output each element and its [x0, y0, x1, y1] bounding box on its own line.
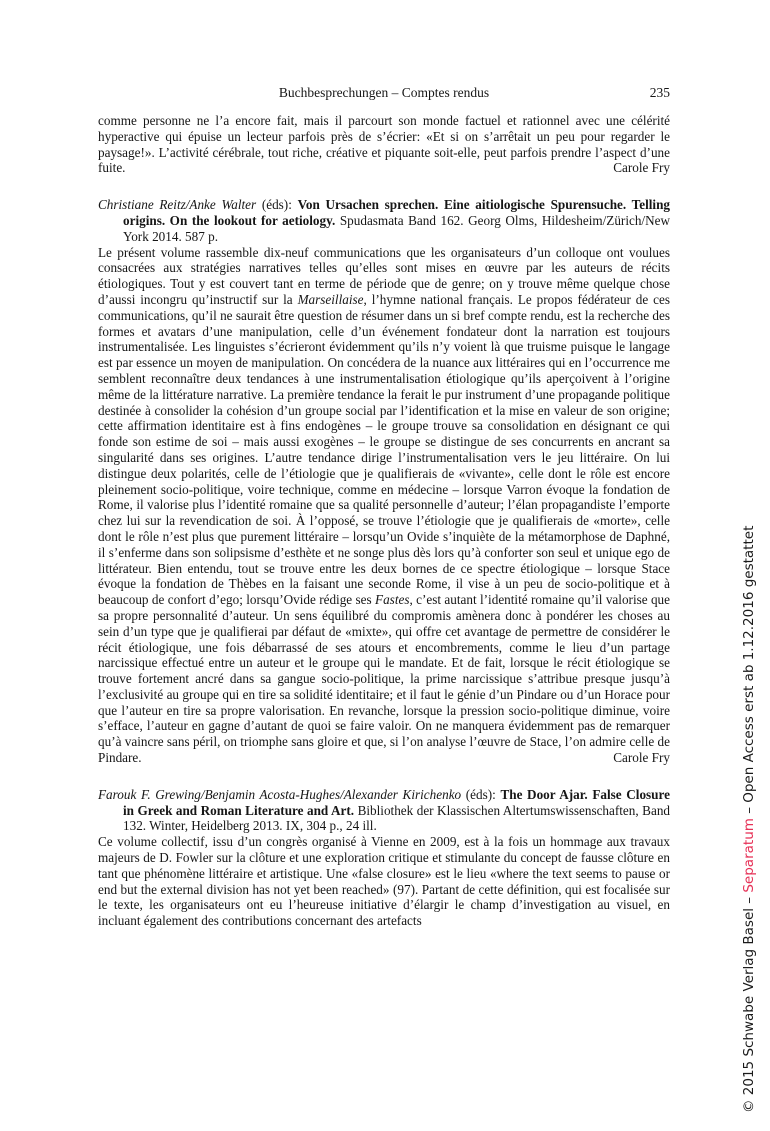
page-title: Buchbesprechungen – Comptes rendus	[278, 85, 490, 100]
review-body-text: Ce volume collectif, issu d’un congrès organisé à Vienne en 2009, est à la fois un hommage aux travaux majeurs de D. Fowler sur la clôture et une exploration critique et stimulante du concept de fausse clôture en tant que phénomène littéraire et artistique. Une «false closure» est le lieu «where the text seems to pause or end but the external division has not yet been reached» (97). Partant de cette définition, qui est focalisée sur le texte, les organisateurs ont eu l’heureuse initiative d’élargir le champ d’investigation au visuel, en incluant également des contributions concernant des artefacts	[98, 834, 670, 929]
intro-paragraph	[98, 113, 670, 176]
copyright-sidebar-text: © 2015 Schwabe Verlag Basel – Separatum – Open Access erst ab 1.12.2016 gestattet	[741, 525, 757, 1113]
review-body-grewing	[98, 834, 670, 929]
intro-paragraph-text: comme personne ne l’a encore fait, mais il parcourt son monde factuel et rationnel avec une célérité hyperactive qui épuise un lecteur parfois près de s’écrier: «Et si on s’arrêtait un peu pour regarder le paysage!». L’activité cérébrale, tout riche, créative et piquante soit-elle, peut parfois prendre l’aspect d’une fuite.	[98, 113, 670, 176]
book-citation-grewing	[98, 787, 670, 834]
signature-review-1: Carole Fry	[613, 750, 670, 766]
copyright-sidebar	[741, 526, 758, 1113]
citation-text: Farouk F. Grewing/Benjamin Acosta-Hughes/Alexander Kirichenko (éds): The Door Ajar. False Closure in Greek and Roman Literature and Art. Bibliothek der Klassischen Altertumswissenschaften, Band 132. Winter, Heidelberg 2013. IX, 304 p., 24 ill.	[98, 786, 671, 834]
page-number: 235	[649, 85, 670, 100]
review-body-reitz-walter	[98, 245, 670, 766]
review-body-text: Le présent volume rassemble dix-neuf communications que les organisateurs d’un colloque ont voulues consacrées aux stratégies narratives telles qu’elles sont mises en œuvre par les auteurs de récits étiologiques. Tout y est couvert tant en terme de période que de genre; on y trouve même quelque chose d’aussi incongru qu’instructif sur la Marseillaise, l’hymne national français. Le propos fédérateur de ces communications, qu’il ne saurait être question de résumer dans un si bref compte rendu, est la recherche des formes et avatars d’une manipulation, celle d’un événement fondateur dont la narration est toujours instrumentalisée. Les linguistes s’écrieront évidemment qu’ils n’y voient là que truisme puisque le langage est par essence un moyen de manipulation. On concédera de la nuance aux littéraires qui en l’occurrence me semblent reconnaître deux tendances à une instrumentalisation étiologique qu’ils aperçoivent à l’origine même de la littérature narrative. La première tendance la ferait le pur instrument d’une propagande politique destinée à consolider la cohésion d’un groupe social par l’identification et la mise en valeur de son origine; cette affirmation identitaire est à fins endogènes – le groupe trouve sa consolidation en désignant ce qui fonde son estime de soi – mais aussi exogènes – le groupe se distingue de ses concurrents en ancrant sa singularité dans ses origines. L’autre tendance dirige l’instrumentalisation vers le jeu littéraire. On lui distingue deux polarités, celle de l’étiologie que je qualifierais de «vivante», celle dont le rôle est encore pleinement socio-politique, voire technique, comme en médecine – lorsque Varron évoque la fondation de Rome, il valorise plus l’identité romaine que sa qualité personnelle d’auteur; l’élan propagandiste l’emporte chez lui sur la revendication de soi. À l’opposé, se trouve l’étiologie que je qualifierais de «morte», celle dont le rôle n’est plus que purement littéraire – lorsqu’un Ovide s’inquiète de la métamorphose de Daphné, il s’enferme dans son solipsisme d’esthète et ne songe plus dès lors qu’à conforter son seul et unique ego de littérateur. Bien entendu, tout se trouve entre les deux bornes de ce spectre étiologique – lorsque Stace évoque la fondation de Thèbes en la faisant une seconde Rome, il vise à un peu de socio-politique et à beaucoup de confort d’ego; lorsqu’Ovide rédige ses Fastes, c’est autant l’identité romaine qu’il valorise que sa propre personnalité d’auteur. Un sens équilibré du compromis amènera donc à pondérer les choses au sein d’un type que je qualifierai par défaut de «mixte», qui offre cet avantage de permettre de considérer le récit étiologique, une fois débarrassé de ses atours et encombrements, comme le lieu d’un partage narcissique effectué entre un auteur et le groupe qui le mandate. Et de fait, lorsque le récit étiologique se trouve fortement ancré dans sa gangue socio-politique, la prime narcissique s’attribue presque jusqu’à l’exclusivité au groupe qui en tire sa solidité identitaire; et il faut le génie d’un Pindare ou d’un Horace pour que l’auteur en tire sa propre valorisation. En revanche, lorsque la pression socio-politique diminue, voire s’efface, l’auteur en gagne d’autant de quoi se faire valoir. On ne manquera évidemment pas de remarquer qu’à vaincre sans péril, on triomphe sans gloire et que, si l’on analyse l’œuvre de Stace, l’on admire celle de Pindare.	[98, 244, 671, 766]
book-citation-reitz-walter	[98, 197, 670, 244]
running-header	[98, 85, 670, 101]
citation-text: Christiane Reitz/Anke Walter (éds): Von Ursachen sprechen. Eine aitiologische Spurensuche. Telling origins. On the lookout for aetiology. Spudasmata Band 162. Georg Olms, Hildesheim/Zürich/New York 2014. 587 p.	[98, 197, 671, 244]
signature-intro: Carole Fry	[613, 160, 670, 176]
text-column	[98, 85, 670, 929]
